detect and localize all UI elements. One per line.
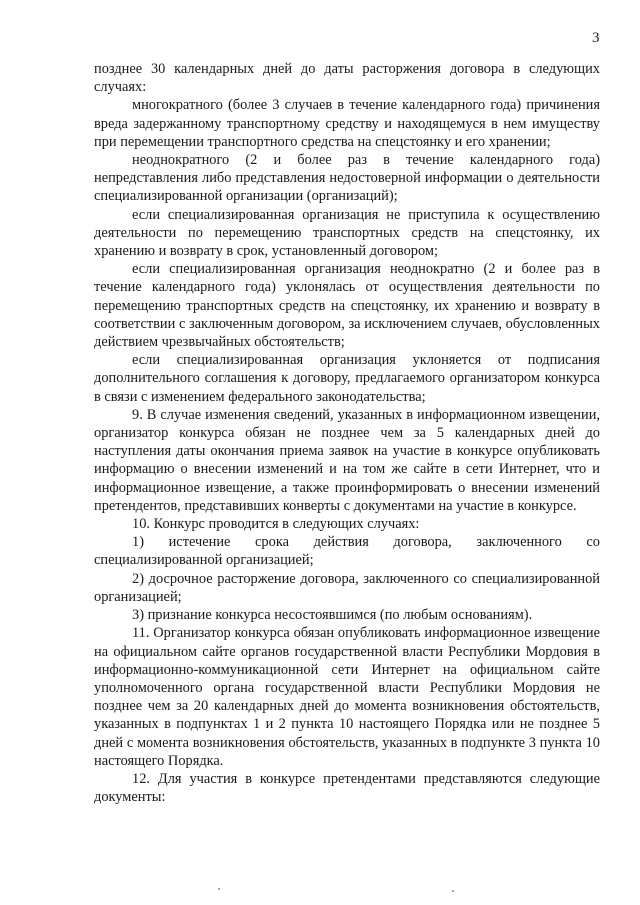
paragraph-case-agreement: если специализированная организация уклоняется от подписания дополнительного соглашения к договору, предлагаемого организатором конкурса в связи с изменением федерального законодательства; <box>94 352 600 405</box>
paragraph-item-10-2: 2) досрочное расторжение договора, заключенного со специализированной организацией; <box>94 570 600 605</box>
paragraph-case-info: неоднократного (2 и более раз в течение календарного года) непредставления либо представления недостоверной информации о деятельности специализированной организации (организаций); <box>94 152 600 205</box>
paragraph-case-not-started: если специализированная организация не приступила к осуществлению деятельности по перемещению транспортных средств на спецстоянку, их хранению и возврату в срок, установленный договором; <box>94 206 600 260</box>
paragraph-case-damage: многократного (более 3 случаев в течение календарного года) причинения вреда задержанному транспортному средству и находящемуся в нем имуществу при перемещении транспортного средства на спецстоянку и его хранении; <box>94 97 600 150</box>
document-body <box>94 60 600 806</box>
paragraph-item-10-1: 1) истечение срока действия договора, заключенного со специализированной организацией; <box>94 534 600 569</box>
page-number: 3 <box>592 30 600 46</box>
paragraph-item-11: 11. Организатор конкурса обязан опубликовать информационное извещение на официальном сайте органов государственной власти Республики Мордовия в информационно-коммуникационной сети Интернет на официальном сайте уполномоченного органа государственной власти Республики Мордовия не позднее чем за 20 календарных дней до момента возникновения обстоятельств, указанных в подпунктах 1 и 2 пункта 10 настоящего Порядка или не позднее 5 дней с момента возникновения обстоятельств, указанных в подпункте 3 пункта 10 настоящего Порядка. <box>94 625 600 769</box>
paragraph-intro: позднее 30 календарных дней до даты расторжения договора в следующих случаях: <box>94 61 600 96</box>
scan-speck <box>452 890 454 892</box>
paragraph-item-9: 9. В случае изменения сведений, указанных в информационном извещении, организатор конкурса обязан не позднее чем за 5 календарных дней до наступления даты окончания приема заявок на участие в конкурсе опубликовать информацию о внесении изменений и на том же сайте в сети Интернет, что и информационное извещение, а также проинформировать о внесении изменений претендентов, представивших конверты с документами на участие в конкурсе. <box>94 406 600 514</box>
paragraph-item-10-3: 3) признание конкурса несостоявшимся (по любым основаниям). <box>132 607 533 624</box>
paragraph-item-10: 10. Конкурс проводится в следующих случаях: <box>132 516 420 533</box>
paragraph-item-12: 12. Для участия в конкурсе претендентами представляются следующие документы: <box>94 770 600 806</box>
paragraph-case-evasion: если специализированная организация неоднократно (2 и более раз в течение календарного года) уклонялась от осуществления деятельности по перемещению транспортных средств на спецстоянку, их хранению и возврату в соответствии с заключенным договором, за исключением случаев, обусловленных действием чрезвычайных обстоятельств; <box>94 261 600 351</box>
scan-speck <box>218 888 220 890</box>
